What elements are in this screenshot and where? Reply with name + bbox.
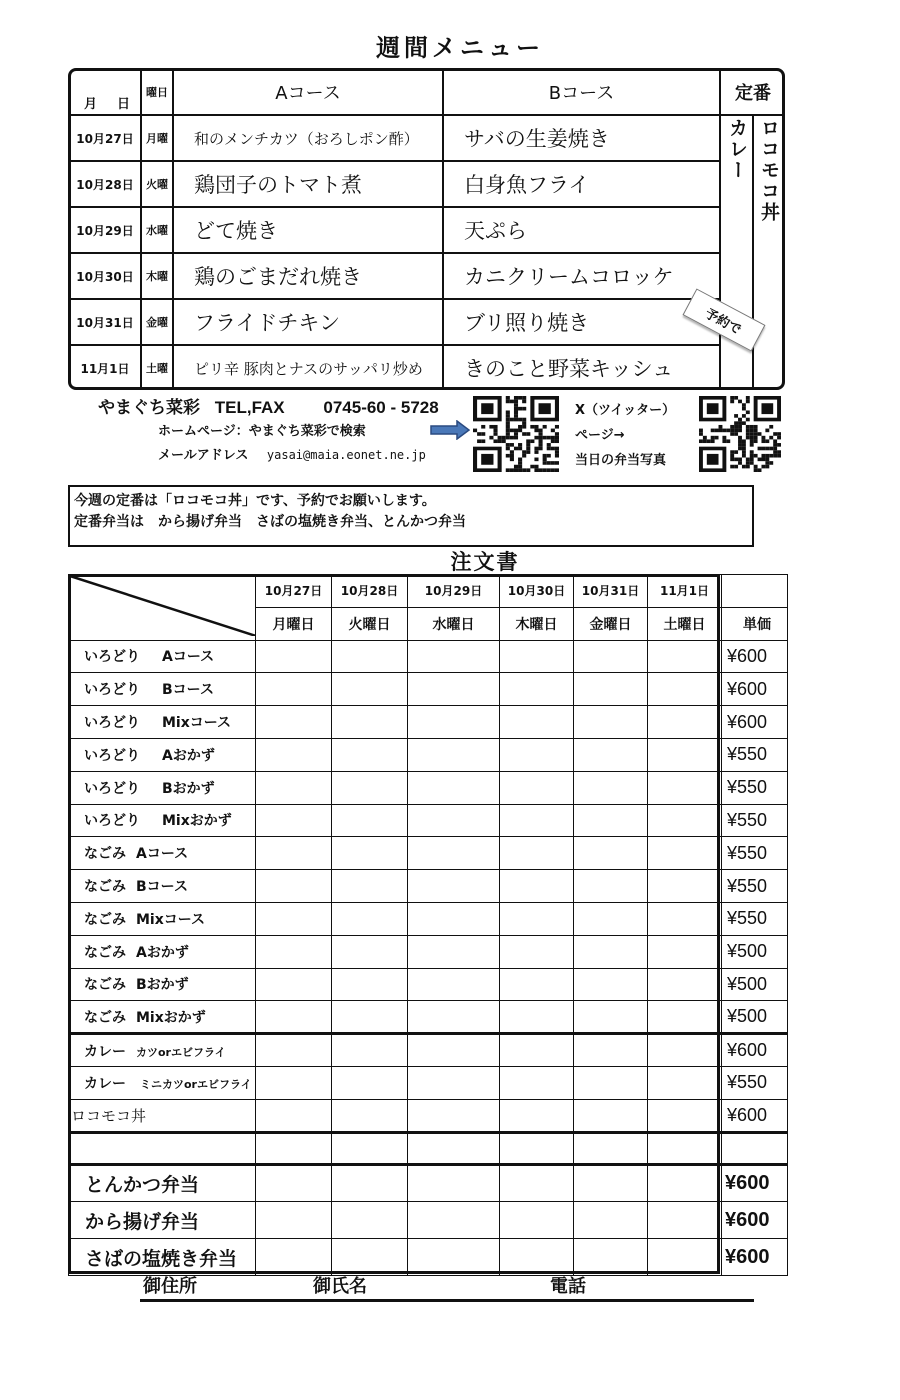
quantity-cell[interactable]: [574, 804, 648, 837]
order-row: [69, 1202, 788, 1239]
quantity-cell[interactable]: [408, 673, 500, 706]
quantity-cell[interactable]: [574, 837, 648, 870]
quantity-cell[interactable]: [500, 968, 574, 1001]
header-weekday: 木曜日: [500, 607, 574, 640]
quantity-cell[interactable]: [332, 902, 408, 935]
unit-price: ¥600: [722, 1239, 788, 1276]
quantity-cell[interactable]: [574, 673, 648, 706]
address-label: 御住所: [143, 1276, 197, 1297]
quantity-cell[interactable]: [648, 1099, 722, 1132]
quantity-cell[interactable]: [408, 968, 500, 1001]
quantity-cell[interactable]: [332, 1165, 408, 1202]
quantity-cell[interactable]: [332, 771, 408, 804]
quantity-cell[interactable]: [408, 804, 500, 837]
quantity-cell[interactable]: [574, 1132, 648, 1165]
quantity-cell[interactable]: [648, 837, 722, 870]
menu-dish-a: 鶏団子のトマト煮: [194, 173, 362, 197]
mail-address[interactable]: yasai@maia.eonet.ne.jp: [266, 448, 426, 462]
quantity-cell[interactable]: [408, 706, 500, 739]
order-row: [69, 870, 788, 903]
menu-weekday: 水曜: [146, 224, 168, 237]
quantity-cell[interactable]: [256, 1165, 332, 1202]
quantity-cell[interactable]: [408, 837, 500, 870]
quantity-cell[interactable]: [648, 640, 722, 673]
twitter-label: X（ツイッター）: [575, 403, 676, 418]
quantity-cell[interactable]: [332, 870, 408, 903]
header-date: 10月27日: [256, 575, 332, 608]
quantity-cell[interactable]: [256, 837, 332, 870]
mail-label: メールアドレス: [158, 448, 249, 463]
order-table: [68, 574, 788, 1276]
quantity-cell[interactable]: [500, 804, 574, 837]
menu-weekday: 火曜: [146, 178, 168, 191]
quantity-cell[interactable]: [332, 1132, 408, 1165]
header-date: 10月28日: [332, 575, 408, 608]
unit-price: ¥600: [722, 673, 788, 706]
quantity-cell[interactable]: [408, 738, 500, 771]
quantity-cell[interactable]: [574, 640, 648, 673]
header-weekday: 土曜日: [648, 607, 722, 640]
quantity-cell[interactable]: [408, 1202, 500, 1239]
twitter-info: [575, 398, 675, 473]
quantity-cell[interactable]: [574, 902, 648, 935]
menu-date: 10月31日: [76, 315, 134, 330]
tel-label: TEL,FAX: [214, 398, 285, 417]
order-row: [69, 1239, 788, 1276]
menu-dish-b: カニクリームコロッケ: [464, 265, 674, 289]
quantity-cell[interactable]: [648, 902, 722, 935]
unit-price: ¥600: [722, 1202, 788, 1239]
regular-item-locomoco: ロコモコ丼: [758, 118, 780, 223]
quantity-cell[interactable]: [574, 706, 648, 739]
quantity-cell[interactable]: [648, 1034, 722, 1067]
quantity-cell[interactable]: [648, 1165, 722, 1202]
quantity-cell[interactable]: [648, 935, 722, 968]
quantity-cell[interactable]: [408, 1239, 500, 1276]
menu-weekday: 木曜: [146, 270, 168, 283]
unit-price: ¥550: [722, 738, 788, 771]
order-item-name: [69, 1132, 256, 1165]
notice-box: [68, 485, 754, 547]
quantity-cell[interactable]: [332, 1066, 408, 1099]
order-row: [69, 968, 788, 1001]
quantity-cell[interactable]: [408, 1034, 500, 1067]
order-item-name: さばの塩焼き弁当: [69, 1239, 256, 1276]
notice-line: 今週の定番は「ロコモコ丼」です、予約でお願いします。: [74, 493, 436, 509]
menu-dish-b: サバの生姜焼き: [464, 127, 610, 151]
header-month: 月: [84, 96, 98, 112]
order-item-name: なごみ Mixおかず: [69, 1001, 256, 1034]
order-item-name: なごみ Aおかず: [69, 935, 256, 968]
quantity-cell[interactable]: [500, 640, 574, 673]
menu-date: 10月27日: [76, 131, 134, 146]
quantity-cell[interactable]: [574, 1001, 648, 1034]
order-form-title: 注文書: [450, 549, 520, 574]
regular-item-curry: カレー: [726, 118, 748, 181]
name-label: 御氏名: [313, 1276, 367, 1297]
order-item-name: から揚げ弁当: [69, 1202, 256, 1239]
quantity-cell[interactable]: [500, 771, 574, 804]
quantity-cell[interactable]: [256, 968, 332, 1001]
quantity-cell[interactable]: [332, 706, 408, 739]
quantity-cell[interactable]: [574, 1239, 648, 1276]
header-date: 10月30日: [500, 575, 574, 608]
header-date: 10月31日: [574, 575, 648, 608]
quantity-cell[interactable]: [256, 640, 332, 673]
order-row: [69, 738, 788, 771]
order-item-name: なごみ Bコース: [69, 870, 256, 903]
quantity-cell[interactable]: [648, 1202, 722, 1239]
quantity-cell[interactable]: [408, 1001, 500, 1034]
order-row: [69, 837, 788, 870]
quantity-cell[interactable]: [256, 1034, 332, 1067]
order-row: [69, 1099, 788, 1132]
quantity-cell[interactable]: [574, 771, 648, 804]
unit-price: ¥600: [722, 1099, 788, 1132]
quantity-cell[interactable]: [500, 935, 574, 968]
quantity-cell[interactable]: [500, 1239, 574, 1276]
unit-price: ¥550: [722, 902, 788, 935]
quantity-cell[interactable]: [256, 1202, 332, 1239]
unit-price: ¥550: [722, 1066, 788, 1099]
quantity-cell[interactable]: [648, 1239, 722, 1276]
order-row: [69, 1165, 788, 1202]
quantity-cell[interactable]: [256, 870, 332, 903]
header-weekday: 金曜日: [574, 607, 648, 640]
quantity-cell[interactable]: [408, 1165, 500, 1202]
menu-date: 10月28日: [76, 177, 134, 192]
menu-dish-b: 白身魚フライ: [464, 173, 590, 197]
header-weekday: 水曜日: [408, 607, 500, 640]
quantity-cell[interactable]: [574, 870, 648, 903]
quantity-cell[interactable]: [574, 968, 648, 1001]
mail-info: [158, 444, 426, 463]
menu-dish-a: ピリ辛 豚肉とナスのサッパリ炒め: [194, 359, 423, 378]
header-blank: [722, 575, 788, 608]
order-row: [69, 902, 788, 935]
quantity-cell[interactable]: [332, 804, 408, 837]
quantity-cell[interactable]: [500, 870, 574, 903]
quantity-cell[interactable]: [332, 1099, 408, 1132]
header-weekday: 曜日: [146, 86, 168, 99]
quantity-cell[interactable]: [648, 706, 722, 739]
menu-weekday: 金曜: [146, 316, 168, 329]
quantity-cell[interactable]: [332, 935, 408, 968]
quantity-cell[interactable]: [648, 1066, 722, 1099]
unit-price: ¥550: [722, 771, 788, 804]
quantity-cell[interactable]: [256, 771, 332, 804]
quantity-cell[interactable]: [500, 902, 574, 935]
menu-dish-a: 和のメンチカツ（おろしポン酢）: [194, 129, 419, 148]
quantity-cell[interactable]: [648, 870, 722, 903]
quantity-cell[interactable]: [256, 1099, 332, 1132]
order-row: [69, 706, 788, 739]
unit-price: ¥500: [722, 968, 788, 1001]
arrow-right-icon: [430, 420, 470, 440]
qr-code-icon[interactable]: [473, 396, 559, 472]
menu-date: 10月30日: [76, 269, 134, 284]
quantity-cell[interactable]: [500, 706, 574, 739]
quantity-cell[interactable]: [500, 1099, 574, 1132]
quantity-cell[interactable]: [256, 1239, 332, 1276]
quantity-cell[interactable]: [500, 1132, 574, 1165]
quantity-cell[interactable]: [332, 673, 408, 706]
order-item-name: カレー カツorエビフライ: [69, 1034, 256, 1067]
quantity-cell[interactable]: [408, 935, 500, 968]
order-item-name: とんかつ弁当: [69, 1165, 256, 1202]
header-diagonal: [70, 576, 256, 636]
order-item-name: いろどり Bおかず: [69, 771, 256, 804]
quantity-cell[interactable]: [500, 1165, 574, 1202]
quantity-cell[interactable]: [408, 1099, 500, 1132]
phone-label: 電話: [550, 1276, 586, 1297]
order-item-name: いろどり Mixおかず: [69, 804, 256, 837]
order-item-name: ロコモコ丼: [69, 1099, 256, 1132]
order-row: [69, 1132, 788, 1165]
menu-dish-b: きのこと野菜キッシュ: [464, 357, 674, 381]
quantity-cell[interactable]: [408, 771, 500, 804]
quantity-cell[interactable]: [408, 640, 500, 673]
quantity-cell[interactable]: [256, 1132, 332, 1165]
order-row: [69, 640, 788, 673]
header-date: 11月1日: [648, 575, 722, 608]
unit-price: ¥600: [722, 1034, 788, 1067]
menu-weekday: 土曜: [146, 362, 168, 375]
order-item-name: いろどり Aおかず: [69, 738, 256, 771]
quantity-cell[interactable]: [500, 1034, 574, 1067]
quantity-cell[interactable]: [574, 738, 648, 771]
quantity-cell[interactable]: [256, 1001, 332, 1034]
quantity-cell[interactable]: [256, 804, 332, 837]
quantity-cell[interactable]: [408, 902, 500, 935]
quantity-cell[interactable]: [408, 870, 500, 903]
quantity-cell[interactable]: [256, 673, 332, 706]
quantity-cell[interactable]: [332, 1001, 408, 1034]
reserve-tag: 予約で: [683, 288, 766, 351]
quantity-cell[interactable]: [648, 738, 722, 771]
unit-price: ¥600: [722, 640, 788, 673]
quantity-cell[interactable]: [256, 902, 332, 935]
quantity-cell[interactable]: [500, 1202, 574, 1239]
weekly-menu-title: 週間メニュー: [376, 33, 544, 62]
unit-price: ¥550: [722, 804, 788, 837]
menu-dish-b: ブリ照り焼き: [464, 311, 590, 335]
shop-name: やまぐち菜彩: [98, 398, 200, 417]
quantity-cell[interactable]: [574, 1034, 648, 1067]
quantity-cell[interactable]: [332, 968, 408, 1001]
quantity-cell[interactable]: [574, 1202, 648, 1239]
quantity-cell[interactable]: [500, 837, 574, 870]
order-item-name: いろどり Bコース: [69, 673, 256, 706]
menu-date: 11月1日: [80, 361, 130, 376]
quantity-cell[interactable]: [256, 935, 332, 968]
header-regular: 定番: [735, 83, 771, 104]
quantity-cell[interactable]: [256, 706, 332, 739]
order-row: [69, 673, 788, 706]
order-item-name: いろどり Aコース: [69, 640, 256, 673]
unit-price: ¥500: [722, 935, 788, 968]
quantity-cell[interactable]: [648, 673, 722, 706]
header-day: 日: [116, 96, 130, 112]
header-course-a: Aコース: [275, 83, 341, 104]
quantity-cell[interactable]: [332, 1034, 408, 1067]
signature-line[interactable]: [140, 1299, 754, 1302]
quantity-cell[interactable]: [648, 1132, 722, 1165]
quantity-cell[interactable]: [574, 935, 648, 968]
unit-price: ¥500: [722, 1001, 788, 1034]
qr-code-icon[interactable]: [699, 396, 781, 472]
unit-price: ¥600: [722, 1165, 788, 1202]
quantity-cell[interactable]: [332, 640, 408, 673]
quantity-cell[interactable]: [256, 738, 332, 771]
quantity-cell[interactable]: [408, 1066, 500, 1099]
header-weekday: 火曜日: [332, 607, 408, 640]
menu-dish-b: 天ぷら: [464, 219, 527, 243]
order-row: [69, 771, 788, 804]
quantity-cell[interactable]: [256, 1066, 332, 1099]
quantity-cell[interactable]: [500, 673, 574, 706]
quantity-cell[interactable]: [332, 1202, 408, 1239]
quantity-cell[interactable]: [408, 1132, 500, 1165]
homepage-info: ホームページ：やまぐち菜彩で検索: [158, 424, 366, 439]
header-unit-price: 単価: [722, 607, 788, 640]
quantity-cell[interactable]: [500, 738, 574, 771]
menu-dish-a: フライドチキン: [194, 311, 341, 335]
shop-phone: 0745-60 - 5728: [323, 398, 439, 417]
grid-line: [719, 68, 721, 390]
quantity-cell[interactable]: [332, 1239, 408, 1276]
order-row: [69, 935, 788, 968]
twitter-photo: 当日の弁当写真: [575, 453, 667, 468]
header-course-b: Bコース: [548, 83, 615, 104]
quantity-cell[interactable]: [648, 968, 722, 1001]
menu-dish-a: 鶏のごまだれ焼き: [194, 265, 362, 289]
menu-date: 10月29日: [76, 223, 134, 238]
order-item-name: なごみ Aコース: [69, 837, 256, 870]
order-row: [69, 804, 788, 837]
unit-price: [722, 1132, 788, 1165]
quantity-cell[interactable]: [500, 1066, 574, 1099]
twitter-page: ページ→: [575, 428, 625, 443]
order-row: [69, 1066, 788, 1099]
quantity-cell[interactable]: [574, 1165, 648, 1202]
order-item-name: いろどり Mixコース: [69, 706, 256, 739]
quantity-cell[interactable]: [574, 1066, 648, 1099]
header-date: 10月29日: [408, 575, 500, 608]
order-row: [69, 1034, 788, 1067]
unit-price: ¥550: [722, 837, 788, 870]
quantity-cell[interactable]: [648, 804, 722, 837]
quantity-cell[interactable]: [648, 771, 722, 804]
notice-line: 定番弁当は から揚げ弁当 さばの塩焼き弁当、とんかつ弁当: [74, 514, 466, 530]
quantity-cell[interactable]: [332, 837, 408, 870]
quantity-cell[interactable]: [574, 1099, 648, 1132]
order-row: [69, 1001, 788, 1034]
unit-price: ¥600: [722, 706, 788, 739]
header-weekday: 月曜日: [256, 607, 332, 640]
unit-price: ¥550: [722, 870, 788, 903]
menu-weekday: 月曜: [146, 132, 168, 145]
order-item-name: なごみ Bおかず: [69, 968, 256, 1001]
order-item-name: カレー ミニカツorエビフライ: [69, 1066, 256, 1099]
quantity-cell[interactable]: [648, 1001, 722, 1034]
quantity-cell[interactable]: [500, 1001, 574, 1034]
quantity-cell[interactable]: [332, 738, 408, 771]
order-item-name: なごみ Mixコース: [69, 902, 256, 935]
menu-dish-a: どて焼き: [194, 219, 278, 243]
shop-info: [98, 393, 439, 418]
